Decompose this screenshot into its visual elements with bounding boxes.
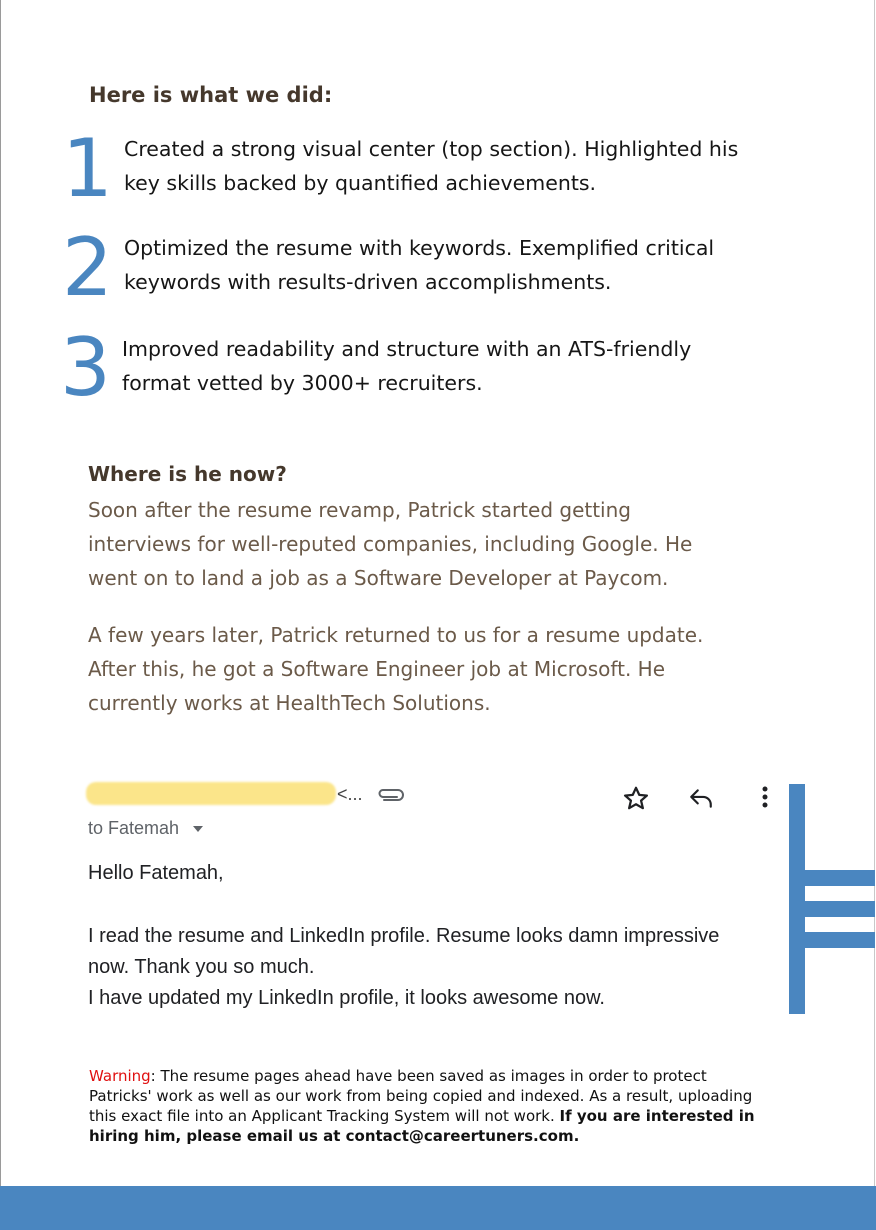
- step-2-line-2: keywords with results-driven accomplishments.: [124, 270, 612, 294]
- decorative-ladder-rung: [805, 870, 875, 886]
- decorative-ladder-rung: [805, 901, 875, 917]
- step-text-1: [124, 132, 804, 200]
- warning-text: : The resume pages ahead have been saved as images in order to protect Patricks' work as well as our work from being copied and indexed. As a result, uploading this exact file into an Applicant Tracking System will not work.: [89, 1067, 753, 1125]
- section-heading-what-we-did: Here is what we did:: [89, 83, 333, 107]
- paragraph-line: Soon after the resume revamp, Patrick started getting: [88, 498, 631, 522]
- paragraph-line: A few years later, Patrick returned to us for a resume update.: [88, 623, 704, 647]
- warning-contact: If you are interested in hiring him, please email us at contact@careertuners.com.: [89, 1107, 755, 1145]
- more-vert-icon[interactable]: [758, 784, 772, 810]
- email-recipient[interactable]: [88, 818, 204, 839]
- email-line: I have updated my LinkedIn profile, it looks awesome now.: [88, 987, 605, 1009]
- decorative-ladder-rail: [789, 784, 805, 1014]
- step-1-line-2: key skills backed by quantified achievements.: [124, 171, 597, 195]
- star-icon[interactable]: [622, 785, 650, 812]
- warning-label: Warning: [89, 1067, 151, 1085]
- step-number-2: 2: [62, 221, 113, 314]
- page-border: [0, 0, 1, 1230]
- step-number-1: 1: [62, 122, 113, 215]
- footer-bar: [0, 1186, 876, 1230]
- paragraph-outcome-1: [88, 493, 768, 595]
- paragraph-line: currently works at HealthTech Solutions.: [88, 691, 491, 715]
- step-text-3: [122, 332, 802, 400]
- step-3-line-2: format vetted by 3000+ recruiters.: [122, 371, 483, 395]
- step-3-line-1: Improved readability and structure with an ATS-friendly: [122, 337, 692, 361]
- chevron-down-icon[interactable]: [192, 825, 204, 833]
- page-border: [874, 0, 875, 1186]
- paragraph-line: went on to land a job as a Software Developer at Paycom.: [88, 566, 669, 590]
- email-message: [88, 921, 719, 1014]
- decorative-ladder-rung: [805, 932, 875, 948]
- paragraph-outcome-2: [88, 618, 768, 720]
- section-heading-where-now: Where is he now?: [88, 462, 287, 486]
- step-2-line-1: Optimized the resume with keywords. Exemplified critical: [124, 236, 715, 260]
- step-1-line-1: Created a strong visual center (top section). Highlighted his: [124, 137, 739, 161]
- warning-notice: [89, 1066, 769, 1146]
- email-line: I read the resume and LinkedIn profile. Resume looks damn impressive: [88, 925, 720, 947]
- email-line: now. Thank you so much.: [88, 956, 315, 978]
- paragraph-line: interviews for well-reputed companies, including Google. He: [88, 532, 693, 556]
- paragraph-line: After this, he got a Software Engineer job at Microsoft. He: [88, 657, 666, 681]
- redacted-sender-name: [86, 782, 336, 805]
- recipient-label: to Fatemah: [88, 818, 180, 838]
- email-greeting: Hello Fatemah,: [88, 862, 224, 884]
- attachment-icon[interactable]: [376, 786, 406, 804]
- sender-email-truncated: <...: [337, 784, 363, 804]
- reply-icon[interactable]: [687, 785, 715, 811]
- step-number-3: 3: [60, 321, 111, 414]
- step-text-2: [124, 231, 804, 299]
